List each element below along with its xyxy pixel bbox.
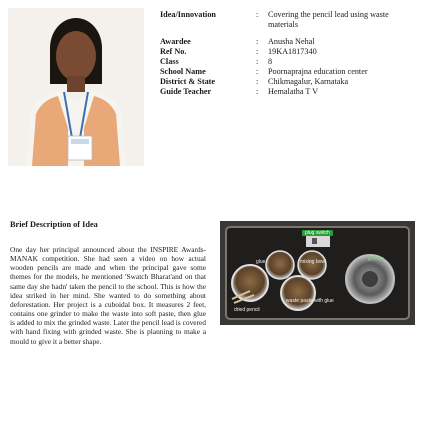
info-row-idea [160, 10, 418, 30]
brief-description-text: One day her principal announced about the INSPIRE Awards-MANAK competition. She had seen a video on how actual wooden pencils are made and when the principal gave some themes for the models, he mentioned 'Swatch Bharat'and on that same day she hadn' taken the pencil to the school. This is how the idea striked in her mind. She wanted to do something about deforestation. Her project is a cuboidal box. It measures 2 feet, contains one grinder to make the waste into soft paste, then glue is added to mix the grinded waste. Later the pencil lead is covered with hand fixing with grinded waste. She is planning to make a mould to give it a better shape. [10, 245, 206, 346]
info-row-school [160, 67, 418, 77]
brief-description-heading: Brief Description of Idea [10, 220, 98, 229]
info-sep: : [256, 77, 259, 86]
info-value: Chikmagalur, Karnataka [268, 77, 349, 86]
info-label: Guide Teacher [160, 87, 212, 96]
info-label: Awardee [160, 37, 191, 46]
info-value: Anusha Nehal [268, 37, 315, 46]
label-mixing-bowl: mixing bowl [300, 259, 327, 265]
info-label: District & State [160, 77, 216, 86]
label-plug-switch: plug switch [302, 230, 333, 236]
info-value: 19KA1817340 [268, 47, 317, 56]
info-sep: : [256, 67, 259, 76]
info-row-district [160, 77, 418, 87]
info-sep: : [256, 87, 259, 96]
info-value: Hemalatha T V [268, 87, 319, 96]
info-row-ref [160, 47, 418, 57]
info-label: Class [160, 57, 179, 66]
info-sep: : [256, 47, 259, 56]
info-value: 8 [268, 57, 273, 66]
info-row-class [160, 57, 418, 67]
label-glue: glue [256, 259, 266, 265]
info-sep: : [256, 37, 259, 46]
info-label: Idea/Innovation [160, 10, 216, 19]
info-row-awardee [160, 37, 418, 47]
label-grinder: grinder [368, 256, 384, 262]
info-label: Ref No. [160, 47, 187, 56]
label-dried-pencil: dried pencil [234, 307, 260, 313]
info-sep: : [256, 10, 259, 19]
info-value: Poornaprajna education center [268, 67, 368, 76]
info-label: School Name [160, 67, 206, 76]
student-photo [8, 8, 144, 166]
awardee-info [160, 10, 418, 97]
info-sep: : [256, 57, 259, 66]
info-row-guide [160, 87, 418, 97]
info-value: Covering the pencil lead using waste materials [268, 10, 389, 29]
project-photo [220, 221, 415, 325]
label-waste-paste: waste paste with glue [286, 298, 334, 304]
